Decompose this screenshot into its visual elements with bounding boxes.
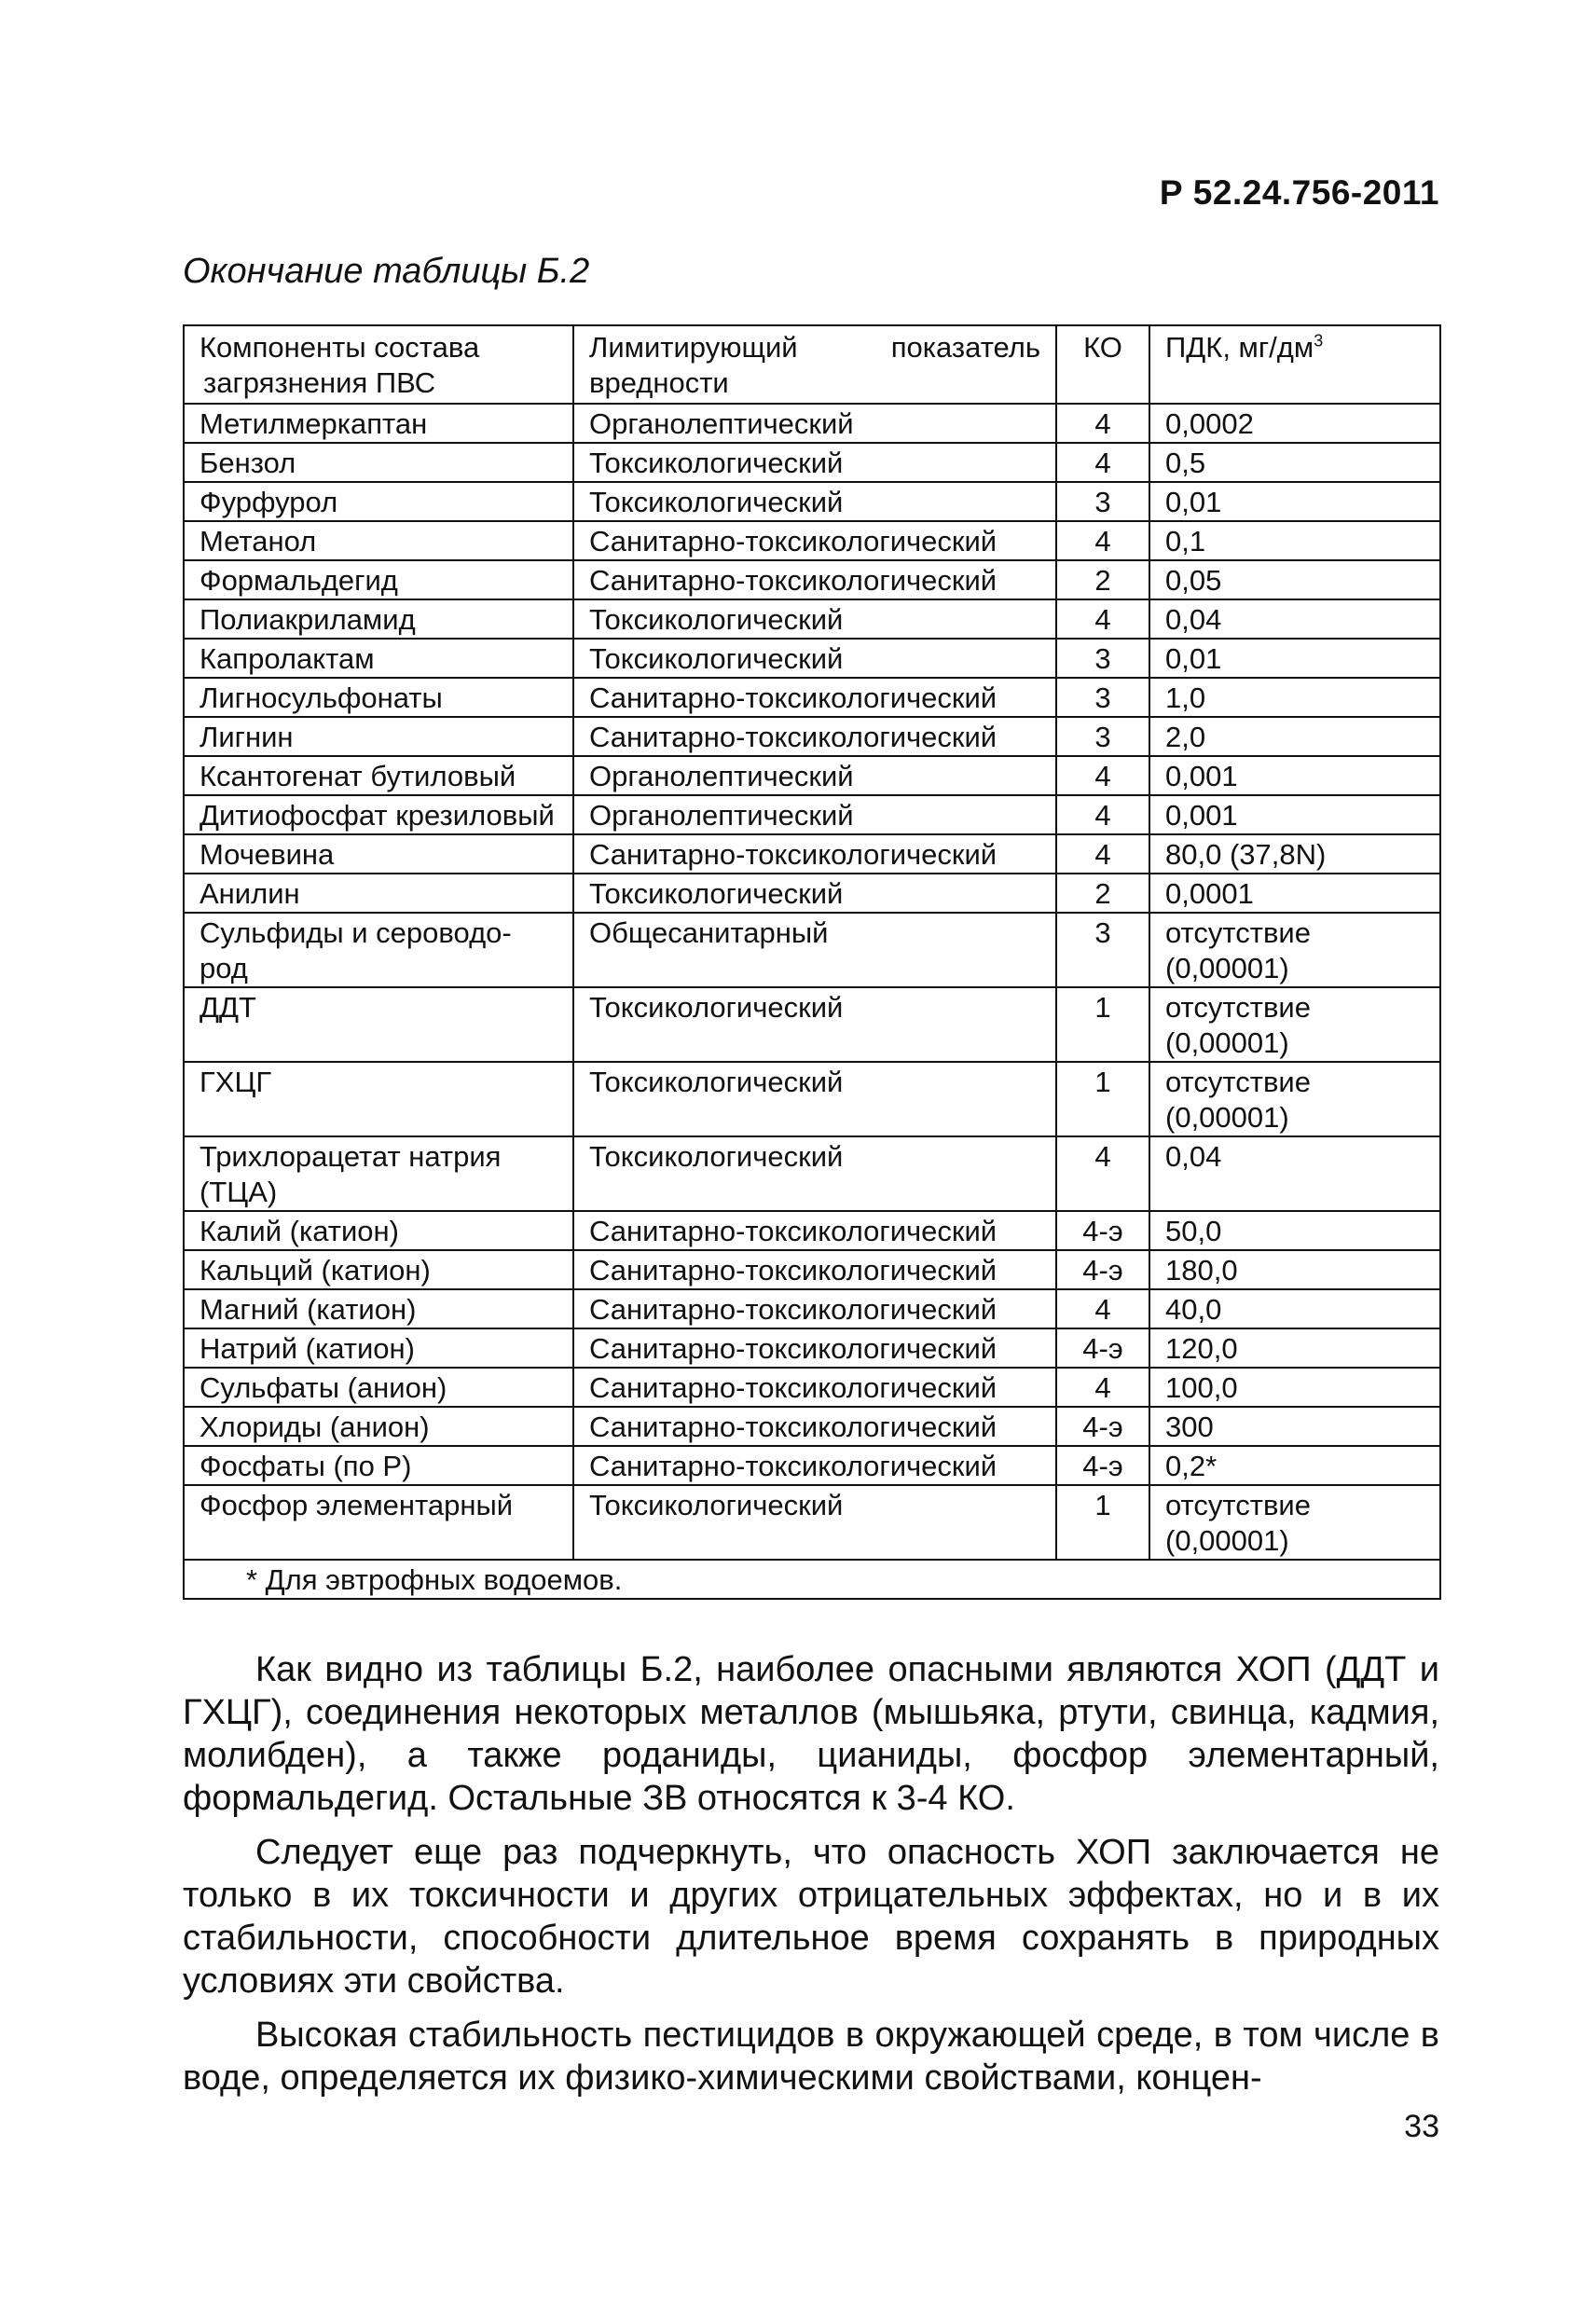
cell-ko: 3 bbox=[1056, 913, 1149, 987]
cell-ko: 4 bbox=[1056, 1289, 1149, 1328]
cell-component: Анилин bbox=[184, 874, 573, 913]
cell-ko: 3 bbox=[1056, 482, 1149, 521]
table-row bbox=[184, 756, 1440, 795]
cell-pdk: 1,0 bbox=[1149, 678, 1440, 717]
cell-component: Натрий (катион) bbox=[184, 1328, 573, 1368]
cell-indicator: Санитарно-токсикологический bbox=[573, 560, 1056, 599]
cell-pdk: 0,2* bbox=[1149, 1446, 1440, 1485]
cell-pdk: отсутствие (0,00001) bbox=[1149, 913, 1440, 987]
cell-pdk: 0,001 bbox=[1149, 795, 1440, 834]
cell-ko: 3 bbox=[1056, 717, 1149, 756]
body-paragraph: Следует еще раз подчеркнуть, что опасность ХОП заключается не только в их токсичности и других отрицательных эффектах, но и в их стабильности, способности длительное время сохранять в природных условиях эти свойства. bbox=[183, 1833, 1439, 2001]
cell-component: ДДТ bbox=[184, 987, 573, 1062]
table-row bbox=[184, 1250, 1440, 1289]
table-row bbox=[184, 482, 1440, 521]
cell-component: Хлориды (анион) bbox=[184, 1407, 573, 1446]
cell-ko: 4 bbox=[1056, 756, 1149, 795]
cell-pdk: 0,5 bbox=[1149, 443, 1440, 482]
table-row bbox=[184, 1211, 1440, 1250]
cell-component: Полиакриламид bbox=[184, 599, 573, 639]
table-row bbox=[184, 1368, 1440, 1407]
cell-indicator: Санитарно-токсикологический bbox=[573, 1250, 1056, 1289]
cell-indicator: Санитарно-токсикологический bbox=[573, 521, 1056, 560]
cell-indicator: Санитарно-токсикологический bbox=[573, 1446, 1056, 1485]
table-row bbox=[184, 599, 1440, 639]
cell-pdk: 40,0 bbox=[1149, 1289, 1440, 1328]
cell-ko: 3 bbox=[1056, 678, 1149, 717]
cell-component: Лигнин bbox=[184, 717, 573, 756]
cell-component: Мочевина bbox=[184, 834, 573, 874]
cell-pdk: 180,0 bbox=[1149, 1250, 1440, 1289]
cell-indicator: Органолептический bbox=[573, 756, 1056, 795]
cell-pdk: 100,0 bbox=[1149, 1368, 1440, 1407]
cell-indicator: Токсикологический bbox=[573, 1062, 1056, 1136]
cell-indicator: Токсикологический bbox=[573, 874, 1056, 913]
table-row bbox=[184, 1485, 1440, 1560]
cell-indicator: Санитарно-токсикологический bbox=[573, 1289, 1056, 1328]
header-indicator: Лимитирующий показатель вредности bbox=[573, 325, 1056, 404]
table-row bbox=[184, 1289, 1440, 1328]
table-row bbox=[184, 560, 1440, 599]
cell-pdk: отсутствие (0,00001) bbox=[1149, 1062, 1440, 1136]
table-footnote-row bbox=[184, 1560, 1440, 1599]
cell-pdk: отсутствие (0,00001) bbox=[1149, 1485, 1440, 1560]
cell-component: Трихлорацетат натрия (ТЦА) bbox=[184, 1136, 573, 1211]
cell-indicator: Органолептический bbox=[573, 795, 1056, 834]
table-row bbox=[184, 1446, 1440, 1485]
header-ko: КО bbox=[1056, 325, 1149, 404]
cell-ko: 4 bbox=[1056, 404, 1149, 443]
table-row bbox=[184, 834, 1440, 874]
table-header-row bbox=[184, 325, 1440, 404]
cell-ko: 4-э bbox=[1056, 1328, 1149, 1368]
cell-ko: 4 bbox=[1056, 834, 1149, 874]
cell-ko: 2 bbox=[1056, 874, 1149, 913]
cell-component: ГХЦГ bbox=[184, 1062, 573, 1136]
cell-component: Ксантогенат бутиловый bbox=[184, 756, 573, 795]
body-text bbox=[183, 1648, 1439, 2111]
body-paragraph: Высокая стабильность пестицидов в окружающей среде, в том числе в воде, определяется их физико-химическими свойствами, концен- bbox=[183, 2016, 1439, 2098]
header-component: Компоненты состава загрязнения ПВС bbox=[184, 325, 573, 404]
cell-component: Фосфаты (по Р) bbox=[184, 1446, 573, 1485]
cell-component: Бензол bbox=[184, 443, 573, 482]
cell-indicator: Токсикологический bbox=[573, 1136, 1056, 1211]
cell-pdk: 300 bbox=[1149, 1407, 1440, 1446]
pollutants-table bbox=[183, 324, 1441, 1600]
cell-component: Метилмеркаптан bbox=[184, 404, 573, 443]
cell-component: Формальдегид bbox=[184, 560, 573, 599]
table-row bbox=[184, 1407, 1440, 1446]
cell-indicator: Санитарно-токсикологический bbox=[573, 834, 1056, 874]
cell-indicator: Токсикологический bbox=[573, 482, 1056, 521]
table-row bbox=[184, 987, 1440, 1062]
cell-indicator: Санитарно-токсикологический bbox=[573, 678, 1056, 717]
cell-ko: 1 bbox=[1056, 1485, 1149, 1560]
cell-ko: 4 bbox=[1056, 521, 1149, 560]
cell-indicator: Санитарно-токсикологический bbox=[573, 1211, 1056, 1250]
cell-indicator: Токсикологический bbox=[573, 1485, 1056, 1560]
table-row bbox=[184, 678, 1440, 717]
table-row bbox=[184, 1136, 1440, 1211]
cell-component: Метанол bbox=[184, 521, 573, 560]
cell-indicator: Токсикологический bbox=[573, 443, 1056, 482]
cell-component: Дитиофосфат крезиловый bbox=[184, 795, 573, 834]
page-number: 33 bbox=[1404, 2109, 1439, 2144]
cell-indicator: Токсикологический bbox=[573, 639, 1056, 678]
cell-component: Сульфиды и сероводо-род bbox=[184, 913, 573, 987]
table-row bbox=[184, 404, 1440, 443]
cell-component: Магний (катион) bbox=[184, 1289, 573, 1328]
table-row bbox=[184, 639, 1440, 678]
table-footnote: * Для эвтрофных водоемов. bbox=[184, 1560, 1440, 1599]
cell-pdk: 0,0001 bbox=[1149, 874, 1440, 913]
cell-component: Капролактам bbox=[184, 639, 573, 678]
cell-indicator: Санитарно-токсикологический bbox=[573, 1328, 1056, 1368]
table-body bbox=[184, 404, 1440, 1560]
cell-pdk: 0,04 bbox=[1149, 1136, 1440, 1211]
cell-indicator: Общесанитарный bbox=[573, 913, 1056, 987]
cell-ko: 2 bbox=[1056, 560, 1149, 599]
cell-indicator: Санитарно-токсикологический bbox=[573, 1368, 1056, 1407]
cell-indicator: Органолептический bbox=[573, 404, 1056, 443]
cell-ko: 4-э bbox=[1056, 1211, 1149, 1250]
cell-ko: 1 bbox=[1056, 1062, 1149, 1136]
table-row bbox=[184, 1062, 1440, 1136]
cell-ko: 3 bbox=[1056, 639, 1149, 678]
table-row bbox=[184, 795, 1440, 834]
cell-ko: 4-э bbox=[1056, 1407, 1149, 1446]
cell-indicator: Токсикологический bbox=[573, 987, 1056, 1062]
cell-pdk: 50,0 bbox=[1149, 1211, 1440, 1250]
table-row bbox=[184, 913, 1440, 987]
cell-pdk: 0,1 bbox=[1149, 521, 1440, 560]
cell-component: Кальций (катион) bbox=[184, 1250, 573, 1289]
table-row bbox=[184, 521, 1440, 560]
cell-indicator: Токсикологический bbox=[573, 599, 1056, 639]
cell-ko: 4 bbox=[1056, 599, 1149, 639]
table-row bbox=[184, 717, 1440, 756]
cell-component: Фосфор элементарный bbox=[184, 1485, 573, 1560]
cell-pdk: 0,001 bbox=[1149, 756, 1440, 795]
cell-pdk: 2,0 bbox=[1149, 717, 1440, 756]
cell-indicator: Санитарно-токсикологический bbox=[573, 1407, 1056, 1446]
cell-pdk: 80,0 (37,8N) bbox=[1149, 834, 1440, 874]
cell-ko: 1 bbox=[1056, 987, 1149, 1062]
cell-component: Сульфаты (анион) bbox=[184, 1368, 573, 1407]
cell-ko: 4-э bbox=[1056, 1250, 1149, 1289]
cell-pdk: 0,01 bbox=[1149, 639, 1440, 678]
cell-indicator: Санитарно-токсикологический bbox=[573, 717, 1056, 756]
cell-pdk: 120,0 bbox=[1149, 1328, 1440, 1368]
cell-pdk: 0,05 bbox=[1149, 560, 1440, 599]
cell-ko: 4 bbox=[1056, 1368, 1149, 1407]
table-caption: Окончание таблицы Б.2 bbox=[183, 252, 590, 291]
cell-component: Фурфурол bbox=[184, 482, 573, 521]
body-paragraph: Как видно из таблицы Б.2, наиболее опасными являются ХОП (ДДТ и ГХЦГ), соединения некоторых металлов (мышьяка, ртути, свинца, кадмия, молибден), а также роданиды, цианиды, фосфор элементарный, формальдегид. Остальные ЗВ относятся к 3-4 КО. bbox=[183, 1650, 1439, 1818]
cell-ko: 4 bbox=[1056, 1136, 1149, 1211]
table-row bbox=[184, 1328, 1440, 1368]
cell-component: Калий (катион) bbox=[184, 1211, 573, 1250]
cell-ko: 4-э bbox=[1056, 1446, 1149, 1485]
cell-ko: 4 bbox=[1056, 795, 1149, 834]
cell-ko: 4 bbox=[1056, 443, 1149, 482]
cell-pdk: отсутствие (0,00001) bbox=[1149, 987, 1440, 1062]
document-code: Р 52.24.756-2011 bbox=[1159, 173, 1439, 212]
table-row bbox=[184, 443, 1440, 482]
cell-pdk: 0,04 bbox=[1149, 599, 1440, 639]
cell-pdk: 0,0002 bbox=[1149, 404, 1440, 443]
table-row bbox=[184, 874, 1440, 913]
header-pdk: ПДК, $мг/дм^3$ bbox=[1149, 325, 1440, 404]
cell-pdk: 0,01 bbox=[1149, 482, 1440, 521]
cell-component: Лигносульфонаты bbox=[184, 678, 573, 717]
